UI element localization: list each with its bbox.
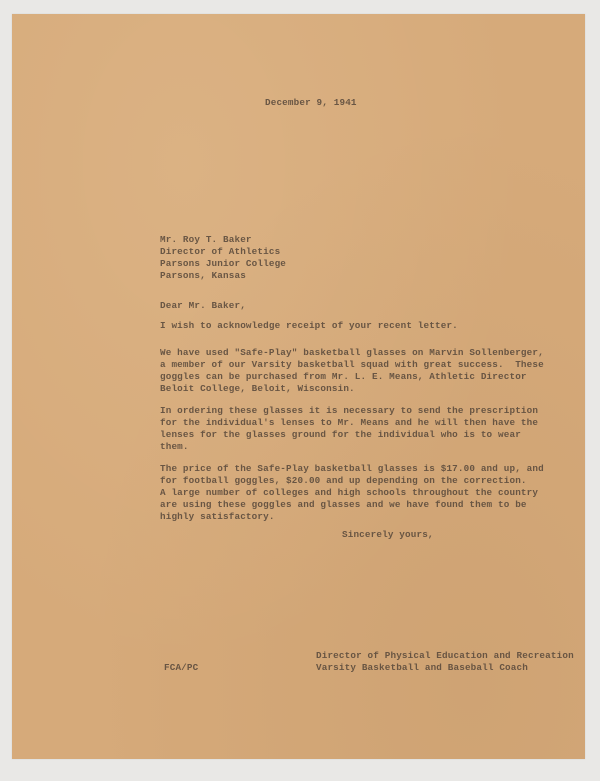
paragraph-line: them. <box>160 441 189 452</box>
paragraph-acknowledgement <box>160 320 580 332</box>
paragraph-line: are using these goggles and glasses and we have found them to be <box>160 499 527 510</box>
paragraph-pricing <box>160 463 580 523</box>
paragraph-line: for football goggles, $20.00 and up depending on the correction. <box>160 475 527 486</box>
closing: Sincerely yours, <box>342 529 434 540</box>
paragraph-line: The price of the Safe-Play basketball glasses is $17.00 and up, and <box>160 463 544 474</box>
paragraph-line: In ordering these glasses it is necessary to send the prescription <box>160 405 539 416</box>
recipient-line: Mr. Roy T. Baker <box>160 234 252 245</box>
salutation: Dear Mr. Baker, <box>160 300 246 311</box>
signature-block <box>316 650 574 674</box>
paragraph-line: a member of our Varsity basketball squad with great success. These <box>160 359 544 370</box>
paragraph-line: We have used "Safe-Play" basketball glasses on Marvin Sollenberger, <box>160 347 544 358</box>
paragraph-line: Beloit College, Beloit, Wisconsin. <box>160 383 355 394</box>
recipient-line: Director of Athletics <box>160 246 281 257</box>
paragraph-line: I wish to acknowledge receipt of your recent letter. <box>160 320 458 331</box>
signature-title-line: Varsity Basketball and Baseball Coach <box>316 662 528 673</box>
recipient-address <box>160 234 580 282</box>
paragraph-safe-play-usage <box>160 347 580 395</box>
paragraph-line: lenses for the glasses ground for the individual who is to wear <box>160 429 521 440</box>
recipient-line: Parsons Junior College <box>160 258 287 269</box>
signature-title-line: Director of Physical Education and Recreation <box>316 650 574 661</box>
paragraph-line: highly satisfactory. <box>160 511 275 522</box>
paragraph-line: goggles can be purchased from Mr. L. E. Means, Athletic Director <box>160 371 527 382</box>
recipient-line: Parsons, Kansas <box>160 270 246 281</box>
paragraph-ordering <box>160 405 580 453</box>
letter-date: December 9, 1941 <box>265 97 357 108</box>
reference-initials: FCA/PC <box>164 662 199 673</box>
letter-body <box>160 234 580 541</box>
paragraph-line: A large number of colleges and high schools throughout the country <box>160 487 539 498</box>
paragraph-line: for the individual's lenses to Mr. Means and he will then have the <box>160 417 539 428</box>
